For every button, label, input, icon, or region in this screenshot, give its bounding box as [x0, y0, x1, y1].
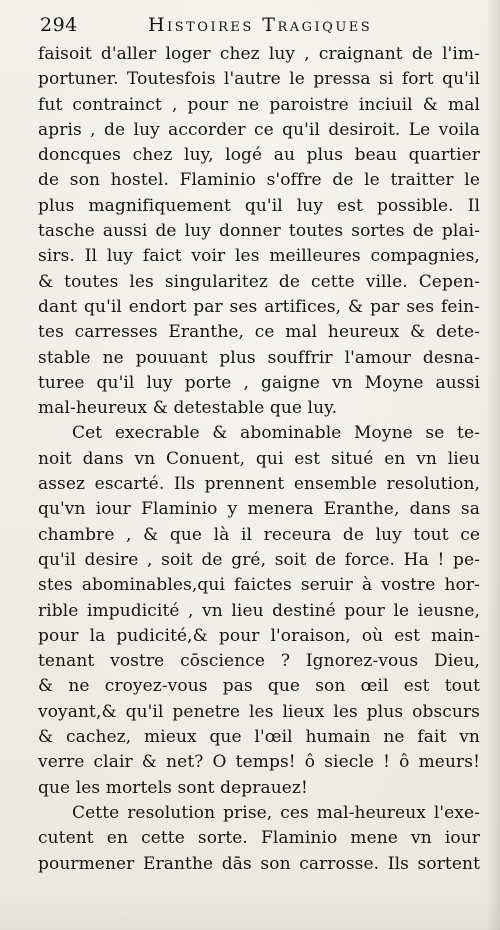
text-line: cutent en cette sorte. Flaminio mene vn iour — [38, 828, 480, 849]
text-line: pour la pudicité,& pour l'oraison, où est main- — [38, 625, 480, 646]
text-line: que les mortels sont deprauez! — [38, 777, 308, 798]
text-line: voyant,& qu'il penetre les lieux les plus obscurs — [38, 701, 480, 722]
text-line: Cet execrable & abominable Moyne se te- — [72, 423, 480, 444]
text-line: Cette resolution prise, ces mal-heureux l'exe- — [72, 802, 480, 823]
text-line: tenant vostre cōscience ? Ignorez-vous Dieu, — [38, 651, 480, 672]
paragraph-1 — [38, 42, 480, 421]
text-line: turee qu'il luy porte , gaigne vn Moyne aussi — [38, 372, 480, 393]
page-gutter-shadow — [486, 0, 500, 930]
text-line: faisoit d'aller loger chez luy , craignant de l'im- — [38, 44, 480, 64]
text-line: stes abominables,qui faictes seruir à vostre hor- — [38, 575, 480, 596]
text-line: assez escarté. Ils prennent ensemble resolution, — [38, 474, 480, 495]
text-line: & toutes les singularitez de cette ville. Cepen- — [38, 271, 480, 292]
running-title: Histoires Tragiques — [148, 14, 373, 36]
text-line: stable ne pouuant plus souffrir l'amour desna- — [38, 347, 480, 368]
text-line: tasche aussi de luy donner toutes sortes de plai- — [38, 221, 480, 242]
text-line: noit dans vn Conuent, qui est situé en vn lieu — [38, 448, 480, 469]
text-line: mal-heureux & detestable que luy. — [38, 398, 338, 419]
text-line: pourmener Eranthe dās son carrosse. Ils sortent — [38, 853, 480, 874]
text-line: & cachez, mieux que l'œil humain ne fait vn — [38, 727, 480, 748]
text-line: rible impudicité , vn lieu destiné pour le ieusne, — [38, 600, 480, 621]
body-text — [38, 42, 480, 877]
text-line: & ne croyez-vous pas que son œil est tout — [38, 676, 480, 697]
paragraph-2 — [38, 421, 480, 800]
paragraph-3 — [38, 801, 480, 877]
text-line: qu'il desire , soit de gré, soit de force. Ha ! pe- — [38, 549, 480, 570]
text-line: plus magnifiquement qu'il luy est possible. Il — [38, 195, 480, 216]
text-line: fut contrainct , pour ne paroistre inciuil & mal — [38, 94, 480, 115]
text-line: portuner. Toutesfois l'autre le pressa si fort qu'il — [38, 69, 480, 90]
text-line: apris , de luy accorder ce qu'il desiroit. Le voila — [38, 119, 480, 140]
text-line: verre clair & net? O temps! ô siecle ! ô meurs! — [38, 752, 480, 773]
running-head — [40, 14, 480, 40]
page-bottom-margin — [0, 900, 500, 930]
text-line: doncques chez luy, logé au plus beau quartier — [38, 145, 480, 166]
text-line: de son hostel. Flaminio s'offre de le traitter le — [38, 170, 480, 191]
text-line: chambre , & que là il receura de luy tout ce — [38, 524, 480, 545]
text-line: sirs. Il luy faict voir les meilleures compagnies, — [38, 246, 480, 267]
text-line: dant qu'il endort par ses artifices, & par ses fein- — [38, 296, 480, 317]
page-number: 294 — [40, 14, 78, 36]
text-line: tes carresses Eranthe, ce mal heureux & dete- — [38, 322, 480, 343]
text-line: qu'vn iour Flaminio y menera Eranthe, dans sa — [38, 499, 480, 520]
